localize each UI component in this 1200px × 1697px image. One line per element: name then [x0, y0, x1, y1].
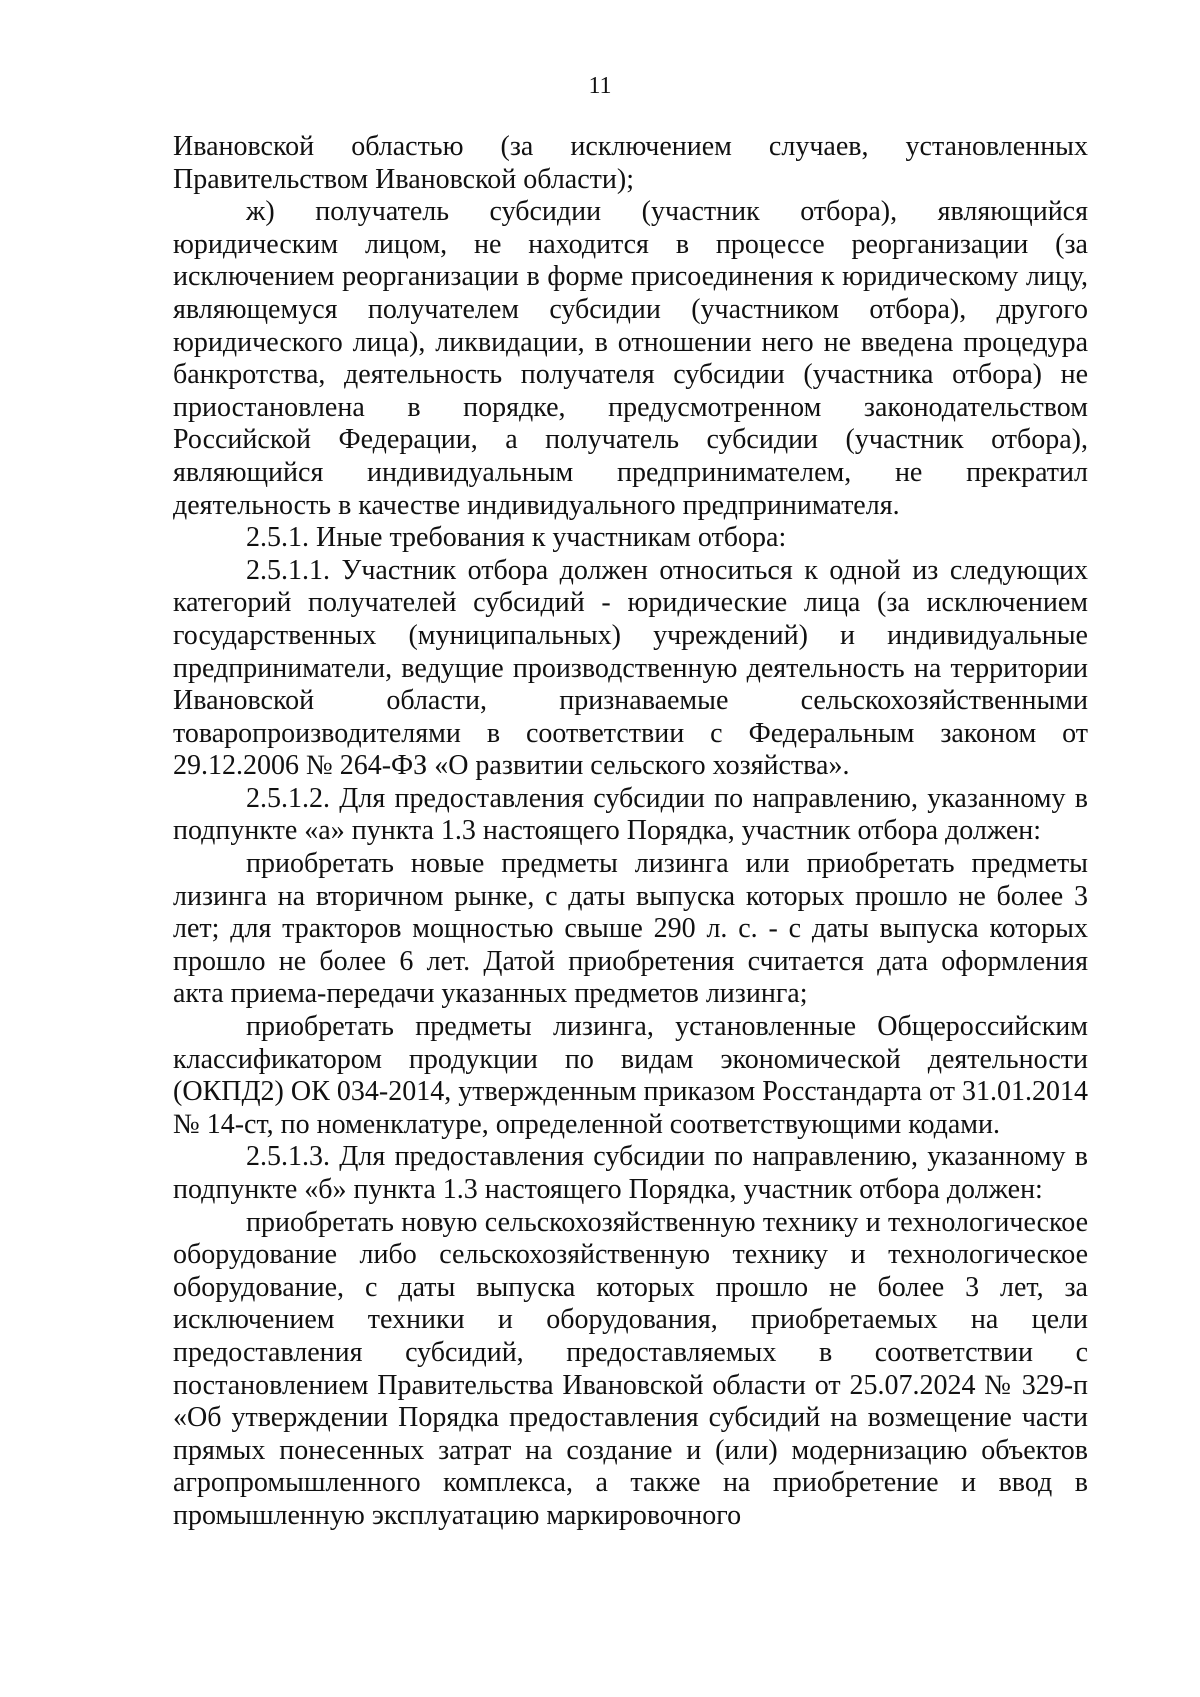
page-number: 11	[588, 73, 612, 99]
paragraph-2-5-1: 2.5.1. Иные требования к участникам отбора:	[246, 522, 787, 554]
paragraph-2-5-1-1: 2.5.1.1. Участник отбора должен относиться к одной из следующих категорий получателей субсидий - юридические лица (за исключением государственных (муниципальных) учреждений) и индивидуальные предприниматели, ведущие производственную деятельность на территории Ивановской области, признаваемые сельскохозяйственными товаропроизводителями в соответствии с Федеральным законом от 29.12.2006 № 264-ФЗ «О развитии сельского хозяйства».	[173, 554, 1088, 782]
paragraph-item-zh: ж) получатель субсидии (участник отбора), являющийся юридическим лицом, не находится в процессе реорганизации (за исключением реорганизации в форме присоединения к юридическому лицу, являющемуся получателем субсидии (участником отбора), другого юридического лица), ликвидации, в отношении него не введена процедура банкротства, деятельность получателя субсидии (участника отбора) не приостановлена в порядке, предусмотренном законодательством Российской Федерации, а получатель субсидии (участник отбора), являющийся индивидуальным предпринимателем, не прекратил деятельность в качестве индивидуального предпринимателя.	[173, 196, 1088, 521]
paragraph-2-5-1-2: 2.5.1.2. Для предоставления субсидии по направлению, указанному в подпункте «а» пункта 1.3 настоящего Порядка, участник отбора должен:	[173, 782, 1088, 847]
paragraph-leasing-okpd2: приобретать предметы лизинга, установленные Общероссийским классификатором продукции по видам экономической деятельности (ОКПД2) ОК 034-2014, утвержденным приказом Росстандарта от 31.01.2014 № 14-ст, по номенклатуре, определенной соответствующими кодами.	[173, 1011, 1088, 1140]
body-text	[173, 131, 1088, 1533]
paragraph-leasing-new-items: приобретать новые предметы лизинга или приобретать предметы лизинга на вторичном рынке, с даты выпуска которых прошло не более 3 лет; для тракторов мощностью свыше 290 л. с. - с даты выпуска которых прошло не более 6 лет. Датой приобретения считается дата оформления акта приема-передачи указанных предметов лизинга;	[173, 848, 1088, 1010]
paragraph-2-5-1-3: 2.5.1.3. Для предоставления субсидии по направлению, указанному в подпункте «б» пункта 1.3 настоящего Порядка, участник отбора должен:	[173, 1141, 1088, 1205]
paragraph-continuation: Ивановской областью (за исключением случаев, установленных Правительством Ивановской области);	[173, 131, 1088, 195]
paragraph-new-equipment: приобретать новую сельскохозяйственную технику и технологическое оборудование либо сельскохозяйственную технику и технологическое оборудование, с даты выпуска которых прошло не более 3 лет, за исключением техники и оборудования, приобретаемых на цели предоставления субсидий, предоставляемых в соответствии с постановлением Правительства Ивановской области от 25.07.2024 № 329-п «Об утверждении Порядка предоставления субсидий на возмещение части прямых понесенных затрат на создание и (или) модернизацию объектов агропромышленного комплекса, а также на приобретение и ввод в промышленную эксплуатацию маркировочного	[173, 1206, 1088, 1531]
